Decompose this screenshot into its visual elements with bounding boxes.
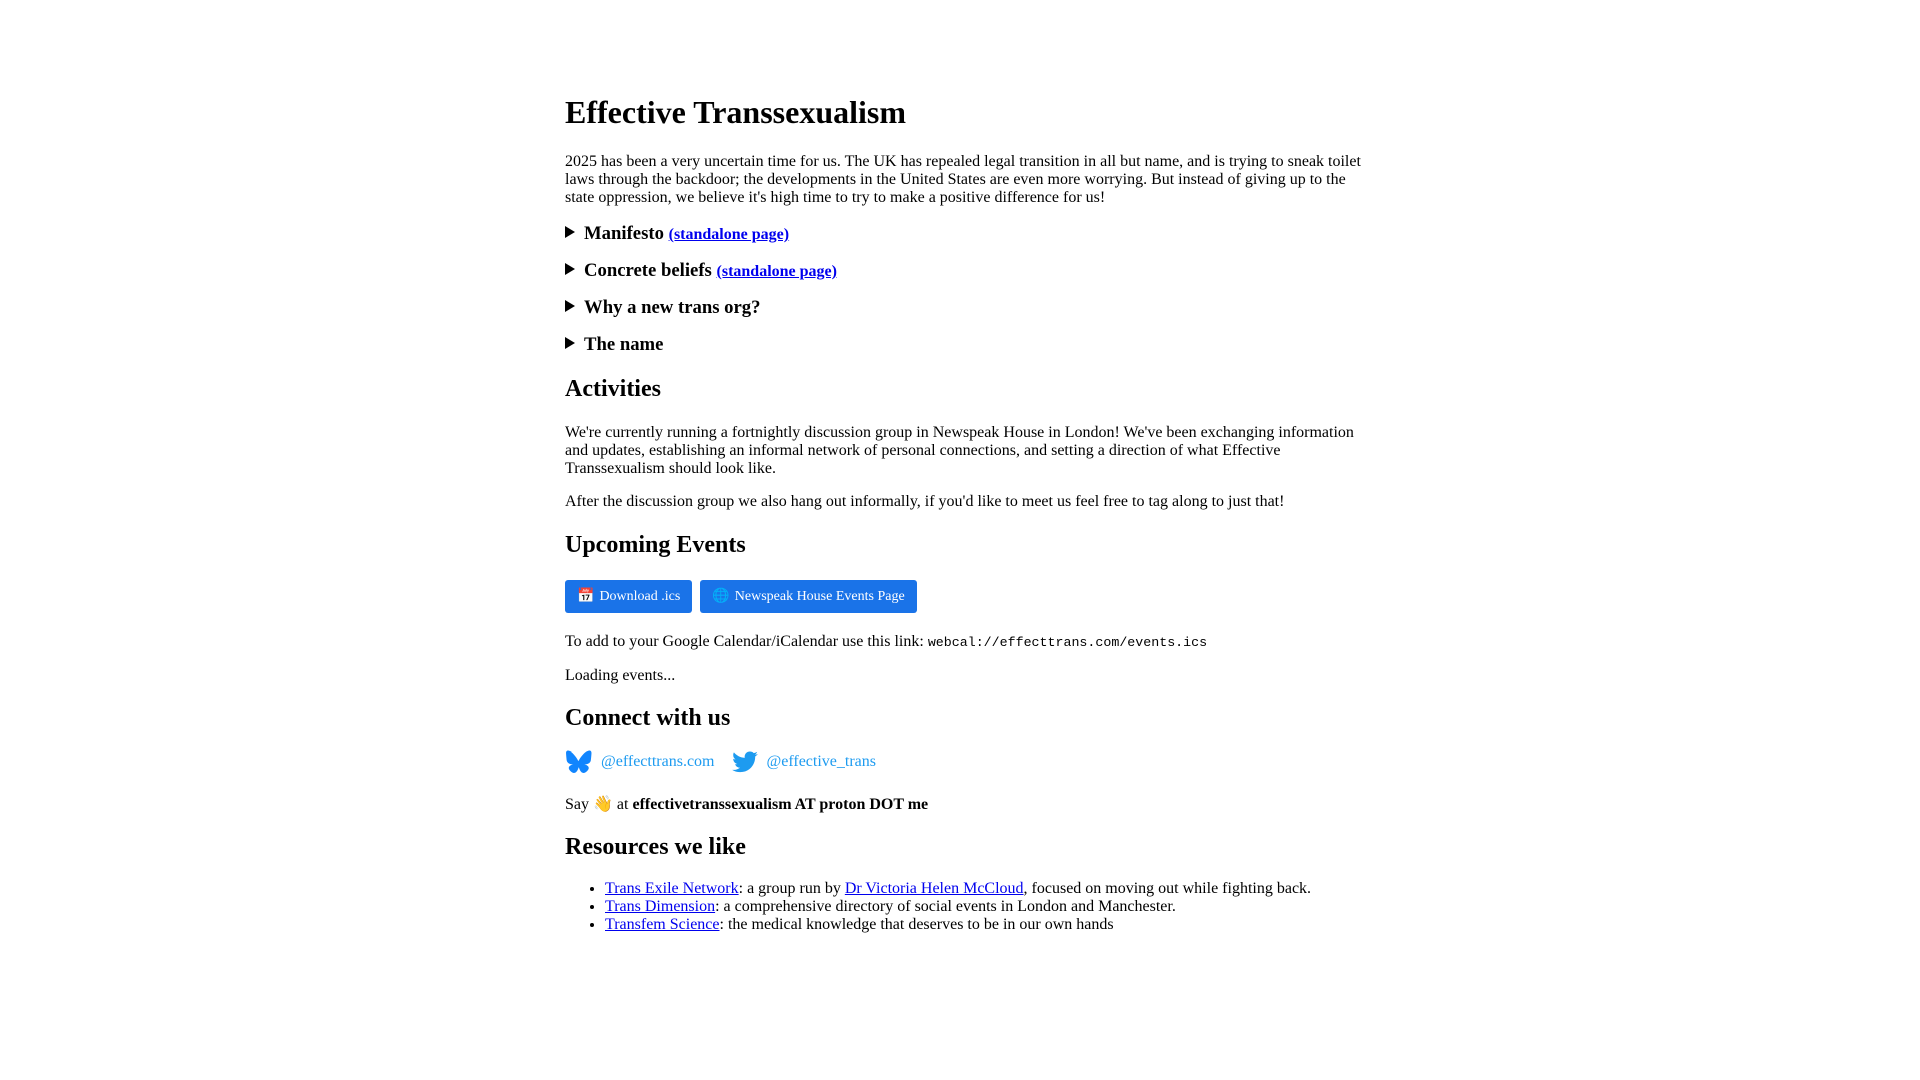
resources-list <box>565 880 1311 934</box>
trans-dimension-link[interactable]: Trans Dimension <box>605 898 716 915</box>
details-label: Concrete beliefs <box>584 260 712 281</box>
transfem-science-link[interactable]: Transfem Science <box>605 916 720 933</box>
details-label: Manifesto <box>584 223 664 244</box>
email-line: Say 👋 at effectivetranssexualism AT proton DOT me <box>565 796 929 813</box>
list-item: • Trans Dimension: a comprehensive directory of social events in London and Manchester. <box>605 898 1311 916</box>
details-concrete-beliefs[interactable] <box>565 259 837 284</box>
details-manifesto[interactable] <box>565 222 789 247</box>
social-links <box>565 748 888 781</box>
hangout-paragraph: After the discussion group we also hang out informally, if you'd like to meet us feel free to tag along to just that! <box>565 493 1285 510</box>
download-ics-button[interactable]: 📅 Download .ics <box>565 580 692 613</box>
newspeak-events-button[interactable]: 🌐 Newspeak House Events Page <box>700 580 916 613</box>
list-item: • Trans Exile Network: a group run by Dr Victoria Helen McCloud, focused on moving out while fighting back. <box>605 880 1311 898</box>
calendar-icon: 📅 <box>577 589 595 604</box>
page-title: Effective Transsexualism <box>565 94 906 130</box>
activities-paragraph: We're currently running a fortnightly discussion group in Newspeak House in London! We've been exchanging information and updates, establishing an informal network of personal connections, and setting a direction of what Effective Transsexualism should look like. <box>565 424 1354 477</box>
twitter-bird-icon <box>731 748 759 776</box>
activities-heading: Activities <box>565 376 661 402</box>
victoria-mccloud-link[interactable]: Dr Victoria Helen McCloud <box>844 880 1024 897</box>
contact-email: effectivetranssexualism AT proton DOT me <box>632 796 929 813</box>
webcal-link[interactable]: webcal://effecttrans.com/events.ics <box>927 635 1208 650</box>
calendar-instructions: To add to your Google Calendar/iCalendar use this link: webcal://effecttrans.com/events.ics <box>565 633 1208 650</box>
details-label: Why a new trans org? <box>584 297 761 318</box>
waving-hand-icon: 👋 <box>593 796 613 813</box>
disclosure-triangle-icon <box>565 263 575 275</box>
resources-heading: Resources we like <box>565 834 746 860</box>
details-the-name[interactable] <box>565 333 663 357</box>
globe-icon: 🌐 <box>712 589 730 604</box>
details-why-new-org[interactable] <box>565 296 761 320</box>
events-loading-text: Loading events... <box>565 667 676 684</box>
connect-heading: Connect with us <box>565 705 731 731</box>
beliefs-standalone-link[interactable]: (standalone page) <box>716 263 837 280</box>
disclosure-triangle-icon <box>565 226 575 238</box>
disclosure-triangle-icon <box>565 337 575 349</box>
twitter-link[interactable]: @effective_trans <box>731 748 877 776</box>
bluesky-link[interactable]: @effecttrans.com <box>565 748 715 776</box>
intro-paragraph: 2025 has been a very uncertain time for us. The UK has repealed legal transition in all but name, and is trying to sneak toilet laws through the backdoor; the developments in the United States are even more worrying. But instead of giving up to the state oppression, we believe it's high time to try to make a positive difference for us! <box>565 153 1361 206</box>
upcoming-events-heading: Upcoming Events <box>565 532 746 558</box>
disclosure-triangle-icon <box>565 300 575 312</box>
manifesto-standalone-link[interactable]: (standalone page) <box>668 226 790 243</box>
bluesky-butterfly-icon <box>565 748 593 776</box>
list-item: • Transfem Science: the medical knowledge that deserves to be in our own hands <box>605 916 1311 934</box>
event-buttons <box>565 580 925 613</box>
details-label: The name <box>584 334 664 355</box>
trans-exile-network-link[interactable]: Trans Exile Network <box>605 880 739 897</box>
